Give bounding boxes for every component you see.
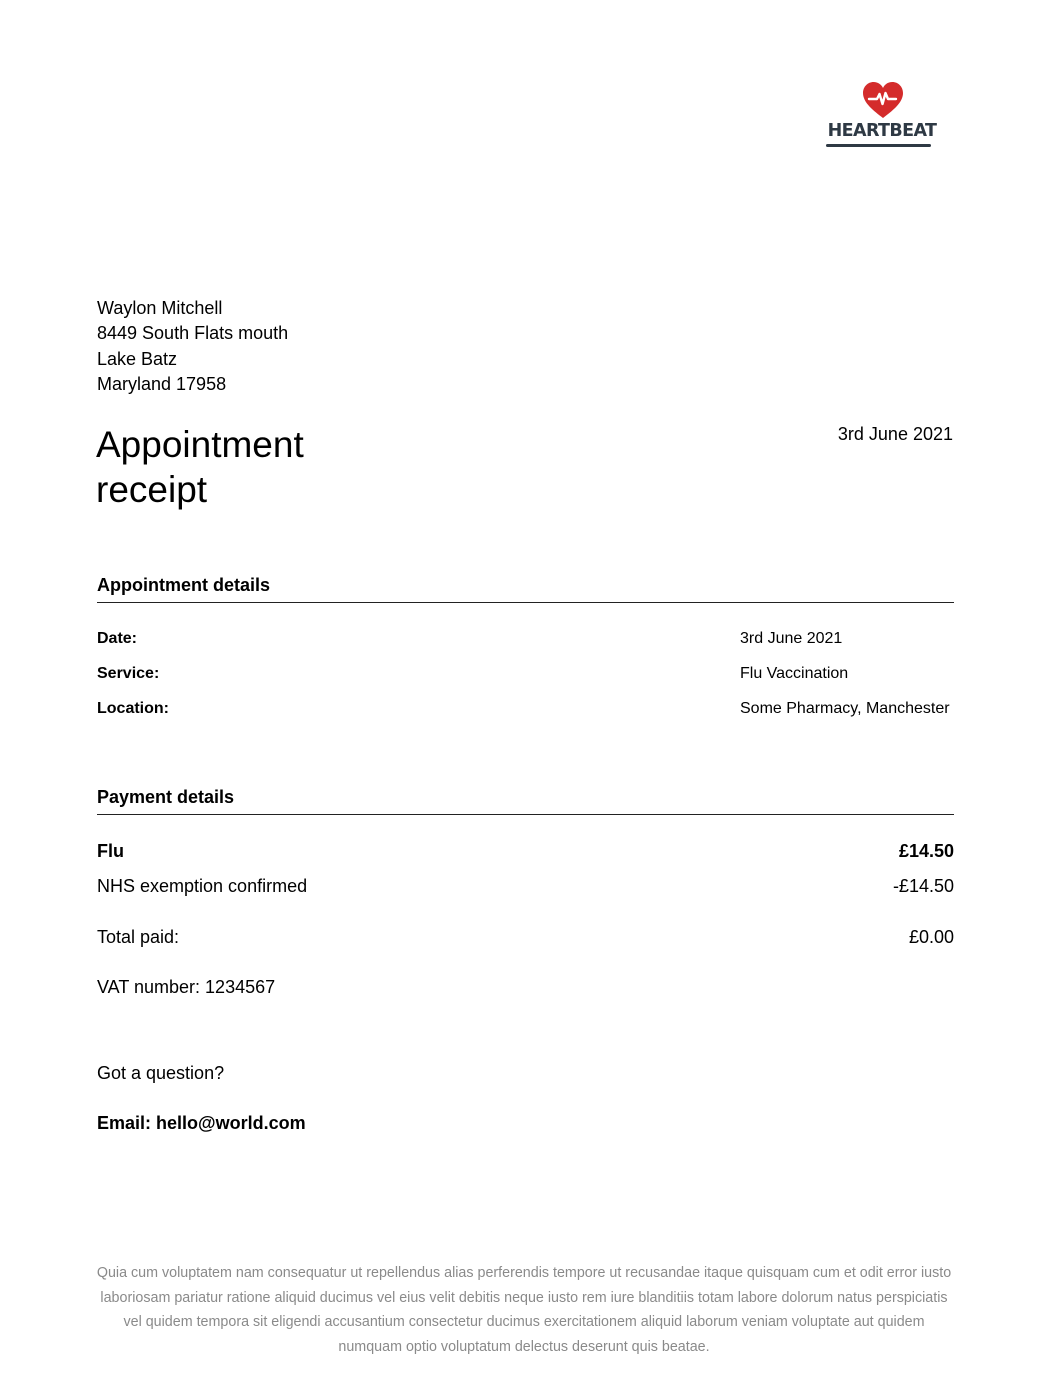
heartbeat-logo (822, 80, 944, 152)
detail-row-location (97, 698, 954, 720)
exemption-label: NHS exemption confirmed (97, 876, 308, 896)
recipient-address (97, 296, 288, 397)
page-title: Appointment receipt (96, 424, 304, 510)
exemption-row (97, 874, 954, 898)
address-line-1: 8449 South Flats mouth (97, 323, 289, 344)
total-paid-row (97, 925, 954, 949)
appointment-divider (97, 602, 954, 603)
payment-item-amount: £14.50 (898, 841, 954, 861)
payment-divider (97, 814, 954, 815)
address-line-3: Maryland 17958 (97, 373, 227, 394)
total-paid-label: Total paid: (97, 927, 180, 947)
logo-underline (826, 144, 931, 147)
exemption-amount: -£14.50 (892, 876, 954, 896)
detail-row-date (97, 628, 954, 650)
payment-item-label: Flu (97, 841, 124, 861)
address-line-2: Lake Batz (97, 348, 178, 369)
logo-wordmark: HEARTBEAT (827, 121, 937, 141)
detail-label: Location: (97, 700, 169, 717)
recipient-name: Waylon Mitchell (97, 298, 223, 318)
vat-number: VAT number: 1234567 (97, 977, 276, 997)
contact-question: Got a question? (97, 1063, 225, 1083)
detail-value: Flu Vaccination (740, 665, 849, 682)
footer-disclaimer: Quia cum voluptatem nam consequatur ut repellendus alias perferendis tempore ut recusandae itaque quisquam cum et odit error iusto laboriosam pariatur ratione aliquid ducimus vel eius velit debitis neque iusto rem iure blanditiis totam labore dolorum natus perspiciatis vel quidem tempora sit eligendi accusantium consectetur ducimus exercitationem aliquid laborum veniam voluptate aut quidem numquam optio voluptatum delectus deserunt quis beatae. (96, 1265, 952, 1355)
detail-value: 3rd June 2021 (740, 630, 843, 647)
contact-email: Email: hello@world.com (97, 1113, 306, 1133)
detail-label: Service: (97, 665, 160, 682)
detail-row-service (97, 663, 954, 685)
appointment-details-heading: Appointment details (97, 575, 271, 595)
receipt-date: 3rd June 2021 (837, 424, 953, 444)
payment-item-row (97, 839, 954, 863)
detail-value: Some Pharmacy, Manchester (740, 700, 950, 717)
detail-label: Date: (97, 630, 138, 647)
heart-pulse-icon (822, 80, 944, 120)
total-paid-amount: £0.00 (908, 927, 954, 947)
payment-details-heading: Payment details (97, 787, 235, 807)
